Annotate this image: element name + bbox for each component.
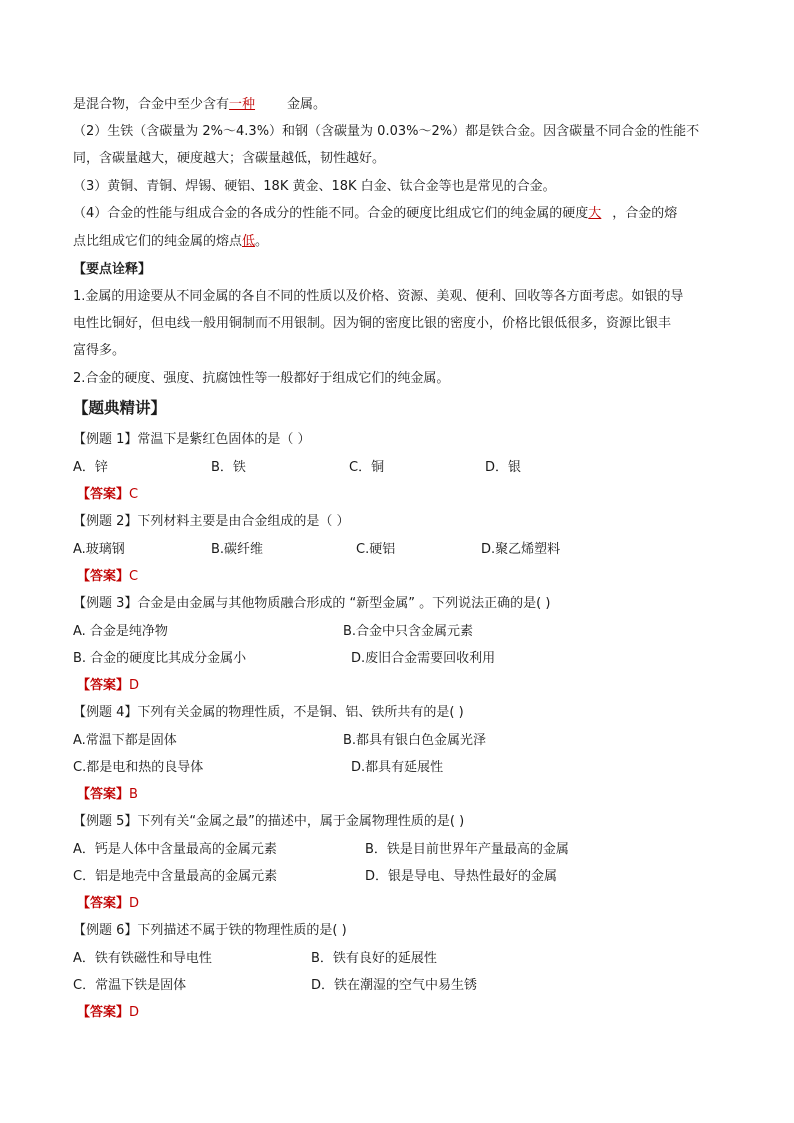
intro-line-1 [73,96,326,114]
answer-label: 【答案】 [77,678,130,693]
intro-text: 金属。 [287,97,327,112]
intro-p3: （3）黄铜、青铜、焊锡、硬铝、18K 黄金、18K 白金、钛合金等也是常见的合金。 [73,179,556,194]
option-d: D.聚乙烯塑料 [481,542,561,557]
option-d: D．银 [485,460,522,475]
answer-line [77,486,138,504]
option-b: B.碳纤维 [211,542,264,557]
answer-line [77,895,139,913]
intro-text: 。 [255,234,269,249]
example-question: 【例题 2】下列材料主要是由合金组成的是（ ） [73,514,350,529]
option-d: D．铁在潮湿的空气中易生锈 [311,978,478,993]
option-b: B．铁是目前世界年产量最高的金属 [365,842,569,857]
answer-value: D [129,896,140,911]
intro-p4-line-1 [73,205,677,223]
option-a: A.玻璃钢 [73,542,125,557]
intro-text: （4）合金的性能与组成合金的各成分的性能不同。合金的硬度比组成它们的纯金属的硬度 [73,206,589,221]
option-b: B．铁 [211,460,246,475]
answer-line [77,568,138,586]
keypoints-p1-line-2: 电性比铜好，但电线一般用铜制而不用银制。因为铜的密度比银的密度小，价格比银低很多，资源比银丰 [73,316,672,331]
answer-label: 【答案】 [77,487,130,502]
example-question: 【例题 3】合金是由金属与其他物质融合形成的 “新型金属” 。下列说法正确的是( ) [73,596,551,611]
answer-value: D [129,678,140,693]
intro-p2-line-2: 同，含碳量越大，硬度越大；含碳量越低，韧性越好。 [73,151,386,166]
keypoints-heading: 【要点诠释】 [73,262,152,277]
option-a: A．铁有铁磁性和导电性 [73,951,212,966]
option-c: C．铝是地壳中含量最高的金属元素 [73,869,278,884]
example-question: 【例题 6】下列描述不属于铁的物理性质的是( ) [73,923,347,938]
keypoints-p1-line-1: 1.金属的用途要从不同金属的各自不同的性质以及价格、资源、美观、便利、回收等各方面考虑。如银的导 [73,289,684,304]
answer-value: B [129,787,138,802]
option-b: B.都具有银白色金属光泽 [343,733,487,748]
answer-line [77,1004,139,1022]
option-a: A. 合金是纯净物 [73,624,168,639]
answer-value: C [129,487,139,502]
option-a: A.常温下都是固体 [73,733,177,748]
option-b: B．铁有良好的延展性 [311,951,437,966]
option-d: D．银是导电、导热性最好的金属 [365,869,558,884]
answer-label: 【答案】 [77,569,130,584]
answer-line [77,677,139,695]
examples-heading: 【题典精讲】 [73,399,167,417]
fill-blank-answer: 大 [588,206,602,221]
option-c: C.硬铝 [356,542,396,557]
example-question: 【例题 4】下列有关金属的物理性质，不是铜、铝、铁所共有的是( ) [73,705,464,720]
answer-label: 【答案】 [77,1005,130,1020]
answer-value: D [129,1005,140,1020]
option-a: A．钙是人体中含量最高的金属元素 [73,842,277,857]
option-c: C．铜 [349,460,385,475]
fill-blank-answer: 一种 [229,97,256,112]
intro-p4-line-2 [73,233,268,251]
answer-line [77,786,138,804]
example-question: 【例题 5】下列有关“金属之最”的描述中，属于金属物理性质的是( ) [73,814,465,829]
option-d: D.都具有延展性 [351,760,444,775]
option-b: B.合金中只含金属元素 [343,624,474,639]
answer-label: 【答案】 [77,896,130,911]
option-c: C.都是电和热的良导体 [73,760,204,775]
option-d: D.废旧合金需要回收利用 [351,651,496,666]
option-c: B. 合金的硬度比其成分金属小 [73,651,247,666]
fill-blank-answer: 低 [242,234,256,249]
option-c: C．常温下铁是固体 [73,978,187,993]
intro-text: 是混合物，合金中至少含有 [73,97,230,112]
option-a: A．锌 [73,460,108,475]
keypoints-p2: 2.合金的硬度、强度、抗腐蚀性等一般都好于组成它们的纯金属。 [73,371,450,386]
intro-text: 点比组成它们的纯金属的熔点 [73,234,243,249]
intro-p2-line-1: （2）生铁（含碳量为 2%～4.3%）和钢（含碳量为 0.03%～2%）都是铁合金。因含碳量不同合金的性能不 [73,124,700,139]
answer-label: 【答案】 [77,787,130,802]
keypoints-p1-line-3: 富得多。 [73,343,126,358]
answer-value: C [129,569,139,584]
example-question: 【例题 1】常温下是紫红色固体的是（ ） [73,432,311,447]
intro-text: ，合金的熔 [612,206,678,221]
